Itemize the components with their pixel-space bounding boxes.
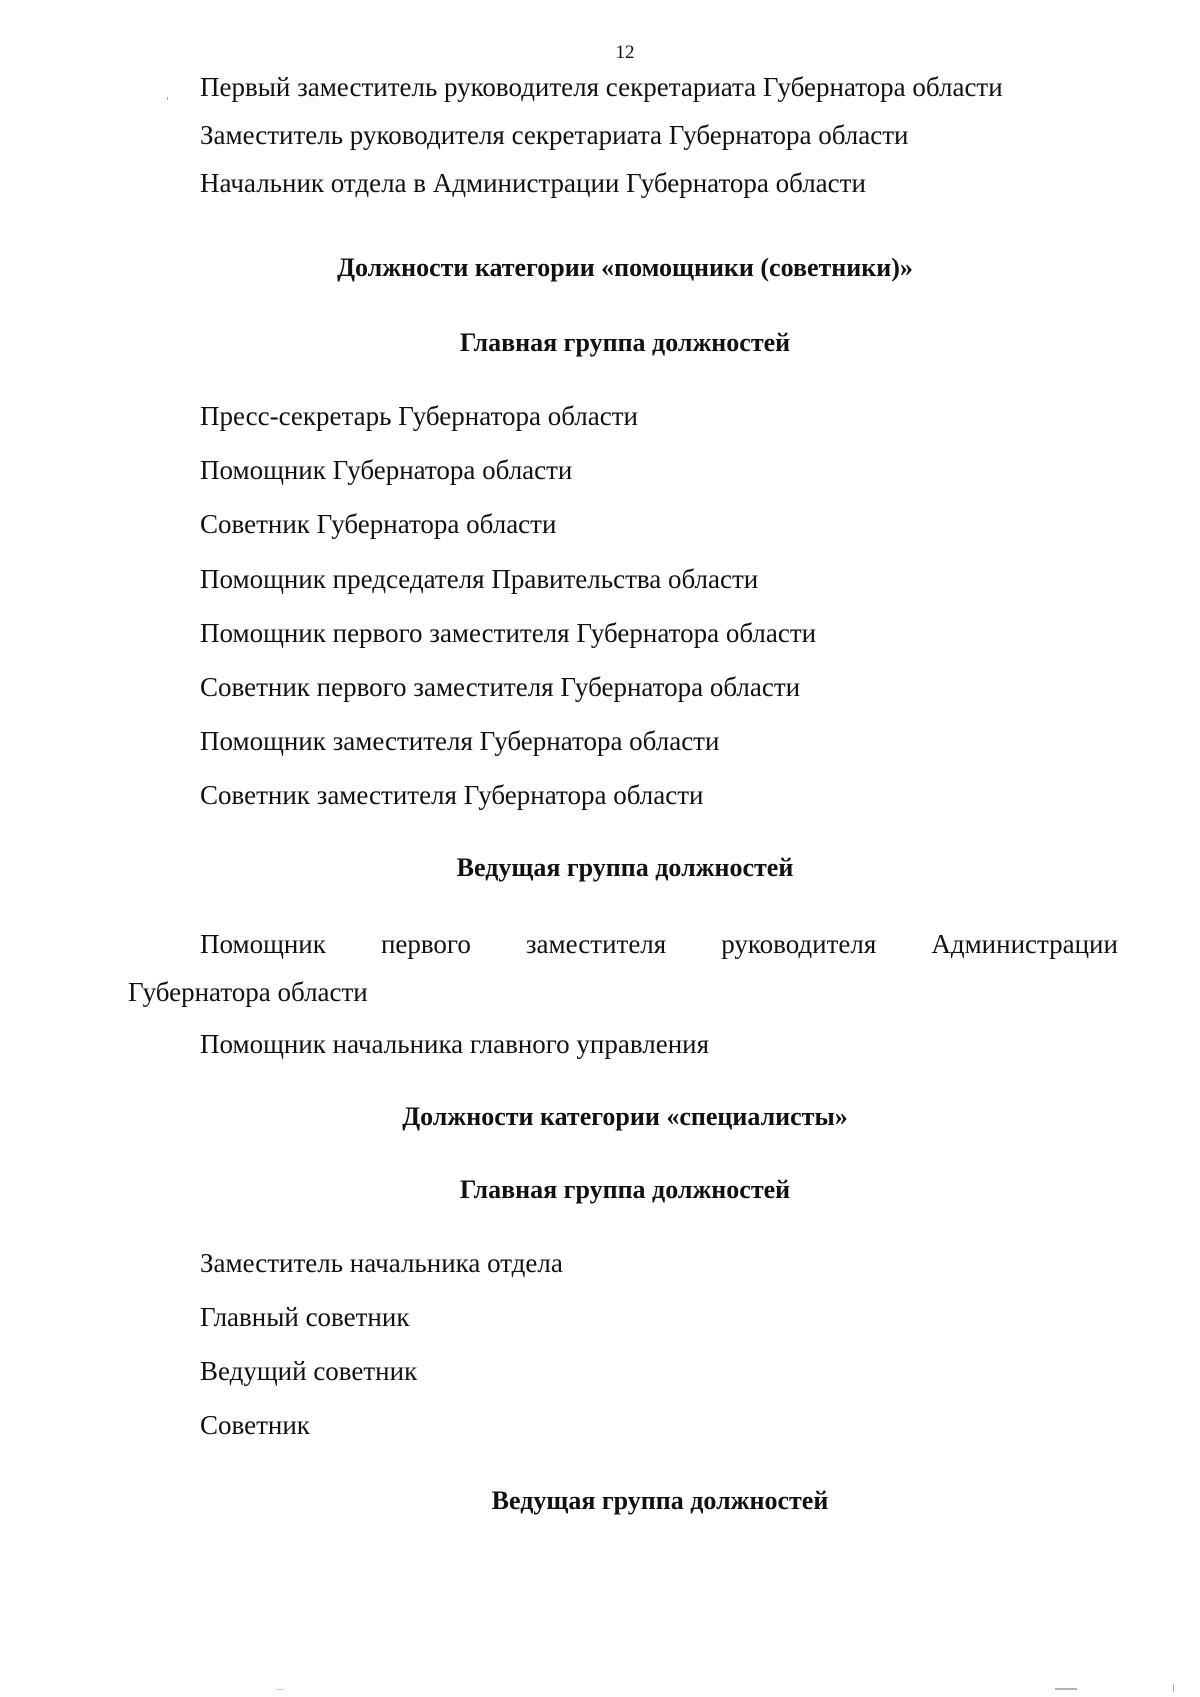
list-item: Главный советник: [200, 1302, 410, 1332]
scan-artifact: [167, 97, 168, 100]
list-item: Помощник председателя Правительства области: [200, 564, 759, 594]
list-item: Советник первого заместителя Губернатора области: [200, 672, 801, 702]
scan-artifact: [276, 1689, 284, 1690]
list-item: Помощник Губернатора области: [200, 455, 573, 485]
justified-list-item: [200, 928, 1118, 960]
section-heading-assistants: Должности категории «помощники (советники)»: [337, 253, 913, 282]
group-heading-main: Главная группа должностей: [459, 328, 791, 357]
list-item: Пресс-секретарь Губернатора области: [200, 401, 638, 431]
list-item: Советник: [200, 1410, 310, 1440]
word: Администрации: [931, 929, 1118, 959]
list-item: Помощник начальника главного управления: [200, 1029, 710, 1059]
top-line: Заместитель руководителя секретариата Губернатора области: [200, 120, 909, 150]
top-line: Начальник отдела в Администрации Губернатора области: [200, 168, 866, 198]
word: Помощник: [200, 929, 326, 959]
list-item-continuation: Губернатора области: [128, 977, 368, 1007]
list-item: Помощник первого заместителя Губернатора области: [200, 618, 817, 648]
section-heading-specialists: Должности категории «специалисты»: [402, 1102, 848, 1131]
word: заместителя: [525, 929, 667, 959]
word: руководителя: [721, 929, 877, 959]
group-heading-main: Главная группа должностей: [459, 1175, 791, 1204]
top-line: Первый заместитель руководителя секретариата Губернатора области: [200, 72, 1003, 102]
group-heading-leading: Ведущая группа должностей: [456, 853, 794, 882]
word: первого: [380, 929, 471, 959]
list-item: Советник Губернатора области: [200, 509, 557, 539]
list-item: Советник заместителя Губернатора области: [200, 780, 704, 810]
list-item: Заместитель начальника отдела: [200, 1248, 563, 1278]
list-item: Помощник заместителя Губернатора области: [200, 726, 720, 756]
list-item: Ведущий советник: [200, 1356, 418, 1386]
scan-artifact: [1173, 1684, 1174, 1692]
page-number: 12: [615, 42, 635, 63]
scan-artifact: [1055, 1688, 1077, 1690]
group-heading-leading: Ведущая группа должностей: [491, 1486, 829, 1515]
